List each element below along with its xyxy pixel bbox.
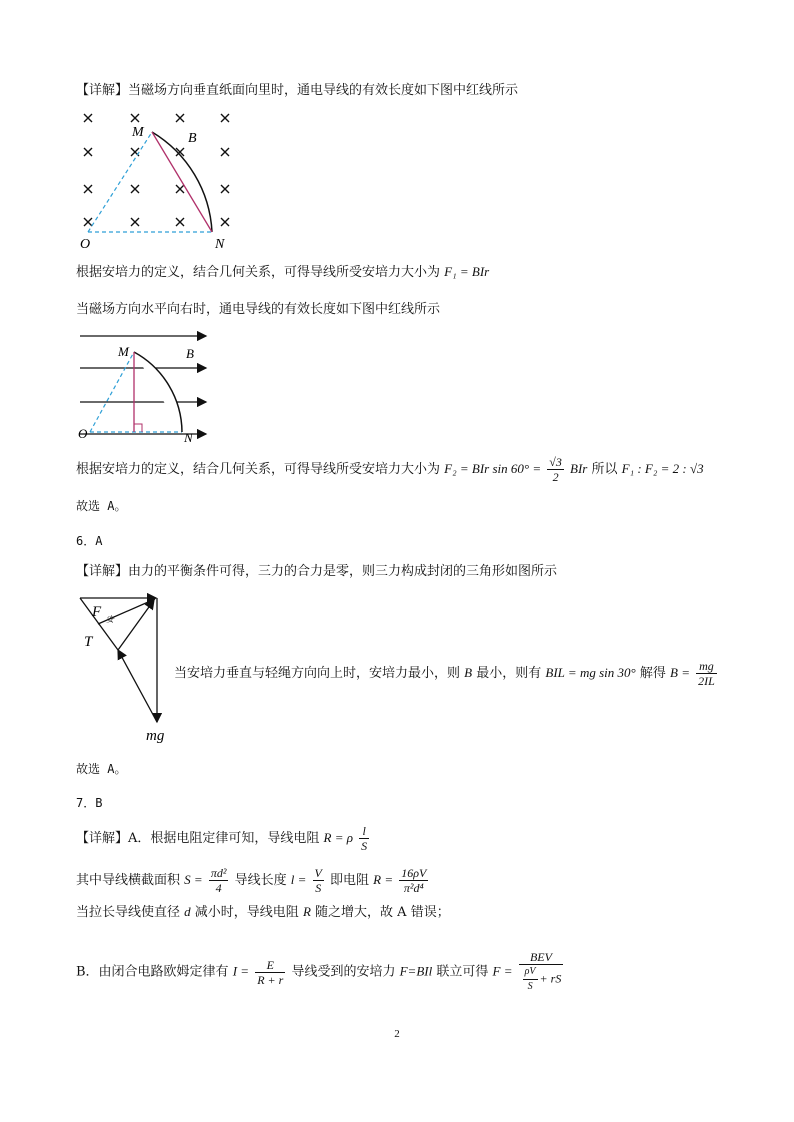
figure-field-to-right (76, 330, 216, 445)
label-M: M (118, 344, 129, 359)
fraction-sqrt3-over-2: $\frac{√3}{2}$ (549, 455, 562, 484)
detail-paragraph-3: 当磁场方向水平向右时，通电导线的有效长度如下图中红线所示 (76, 302, 441, 317)
figure-field-into-page (76, 108, 246, 250)
fraction-mg-over-2IL: $\frac{mg}{2IL}$ (698, 659, 715, 688)
arc-wire (134, 352, 182, 432)
dashed-OM (90, 352, 134, 432)
figure-force-triangle (76, 590, 176, 745)
right-angle-mark (134, 424, 142, 432)
label-B: B (188, 131, 197, 146)
question-7-answer: 7．B (76, 796, 103, 810)
detail-paragraph-10: 其中导线横截面积 S = $\frac{\text{πd²}}{4}$ 导线长度 l = $\frac{V}{S}$ 即电阻 R = $\frac{16\rho V}{\text{π²d⁴}}$ (76, 866, 427, 895)
label-N: N (215, 237, 225, 252)
detail-paragraph-11: 当拉长导线使直径 d 减小时，导线电阻 R 随之增大，故 A 错误； (76, 904, 450, 920)
T-vector (118, 650, 157, 722)
label-F-sub: 安 (106, 615, 114, 624)
question-6-answer: 6．A (76, 534, 103, 548)
label-O: O (80, 237, 91, 252)
formula-BIL: BIL = mg sin 30° (545, 665, 636, 680)
detail-paragraph-1: 【详解】当磁场方向垂直纸面向里时，通电导线的有效长度如下图中红线所示 (76, 83, 519, 98)
label-M: M (132, 125, 144, 140)
detail-paragraph-6: 【详解】由力的平衡条件可得，三力的合力是零，则三力构成封闭的三角形如图所示 (76, 564, 558, 579)
formula-F1: F₁ = BIr (444, 264, 490, 279)
label-N: N (184, 430, 193, 445)
fraction-l-over-S: $\frac{l}{S}$ (361, 824, 368, 853)
fraction-F-result: BEV $\frac{\rho V}{S}$ + rS (519, 950, 564, 994)
answer-choice-6: 故选 A。 (76, 762, 127, 776)
effective-length-line (152, 132, 212, 232)
label-T: T (84, 634, 93, 650)
page-number: 2 (394, 1028, 400, 1040)
formula-ratio: F₁ : F₂ = 2 : √3 (621, 461, 704, 476)
label-mg: mg (146, 728, 165, 744)
formula-F2: F₂ = BIr sin 60° = (444, 461, 542, 476)
detail-paragraph-12: B．由闭合电路欧姆定律有 I = $\frac{E}{R + r}$ 导线受到的安培力 F=BIl 联立可得 F = BEV $\frac{\rho V}{S}$ + rS (76, 950, 562, 992)
label-O: O (78, 426, 88, 441)
paragraph-4-text: 根据安培力的定义，结合几何关系，可得导线所受安培力大小为 (76, 462, 441, 477)
label-B: B (186, 346, 194, 361)
cross-marks (84, 114, 229, 226)
detail-paragraph-7: 当安培力垂直与轻绳方向向上时，安培力最小，则 B 最小，则有 BIL = mg sin 30° 解得 B = $\frac{mg}{2IL}$ (174, 659, 715, 688)
label-F: F (92, 604, 102, 620)
detail-paragraph-4: 根据安培力的定义，结合几何关系，可得导线所受安培力大小为 F₂ = BIr sin 60° = $\frac{√3}{2}$ BIr 所以 F₁ : F₂ = 2 : √3 (76, 455, 704, 484)
dashed-OM (88, 132, 152, 232)
detail-paragraph-9: 【详解】A．根据电阻定律可知，导线电阻 R = ρ $\frac{l}{S}$ (76, 824, 368, 853)
paragraph-2-text: 根据安培力的定义，结合几何关系，可得导线所受安培力大小为 (76, 265, 441, 280)
detail-paragraph-2 (76, 263, 489, 282)
answer-choice-5: 故选 A。 (76, 499, 127, 513)
